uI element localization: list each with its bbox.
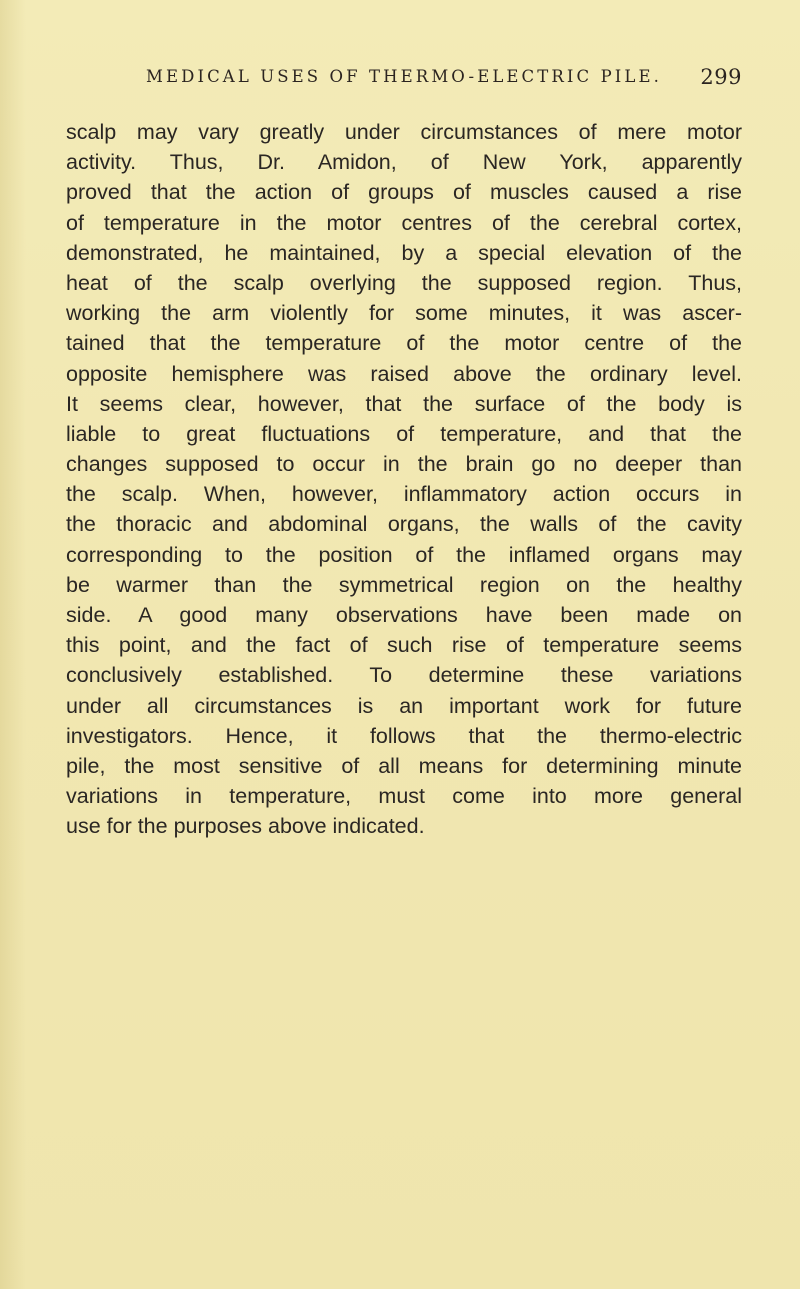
- page-number: 299: [700, 65, 742, 89]
- text-line: activity. Thus, Dr. Amidon, of New York, apparently: [66, 150, 742, 175]
- text-line: the thoracic and abdominal organs, the walls of the cavity: [66, 512, 742, 537]
- text-line: scalp may vary greatly under circumstances of mere motor: [66, 120, 742, 144]
- text-line: changes supposed to occur in the brain go no deeper than: [66, 452, 742, 477]
- text-line: heat of the scalp overlying the supposed region. Thus,: [66, 270, 742, 295]
- text-line: liable to great fluctuations of temperature, and that the: [66, 421, 742, 446]
- running-title: MEDICAL USES OF THERMO-ELECTRIC PILE.: [146, 67, 662, 86]
- text-line: conclusively established. To determine these variations: [66, 663, 742, 688]
- text-line: It seems clear, however, that the surface of the body is: [66, 391, 742, 416]
- text-line: this point, and the fact of such rise of temperature seems: [66, 633, 742, 658]
- text-line: the scalp. When, however, inflammatory action occurs in: [66, 482, 742, 507]
- text-line: working the arm violently for some minutes, it was ascer-: [66, 301, 742, 326]
- text-line: demonstrated, he maintained, by a special elevation of the: [66, 240, 742, 265]
- text-line: tained that the temperature of the motor centre of the: [66, 331, 742, 356]
- running-head: [66, 62, 742, 92]
- text-line: proved that the action of groups of muscles caused a rise: [66, 180, 742, 205]
- text-line: be warmer than the symmetrical region on the healthy: [66, 572, 742, 597]
- text-line: pile, the most sensitive of all means for determining minute: [66, 753, 742, 778]
- text-line: side. A good many observations have been made on: [66, 603, 742, 627]
- text-line: investigators. Hence, it follows that the thermo-electric: [66, 723, 742, 748]
- text-line: use for the purposes above indicated.: [66, 814, 425, 839]
- text-line: corresponding to the position of the inflamed organs may: [66, 542, 742, 567]
- text-line: variations in temperature, must come into more general: [66, 784, 742, 809]
- text-line: under all circumstances is an important work for future: [66, 693, 742, 718]
- text-line: of temperature in the motor centres of the cerebral cortex,: [66, 210, 742, 235]
- text-line: opposite hemisphere was raised above the ordinary level.: [66, 361, 742, 386]
- body-paragraph: [66, 117, 742, 842]
